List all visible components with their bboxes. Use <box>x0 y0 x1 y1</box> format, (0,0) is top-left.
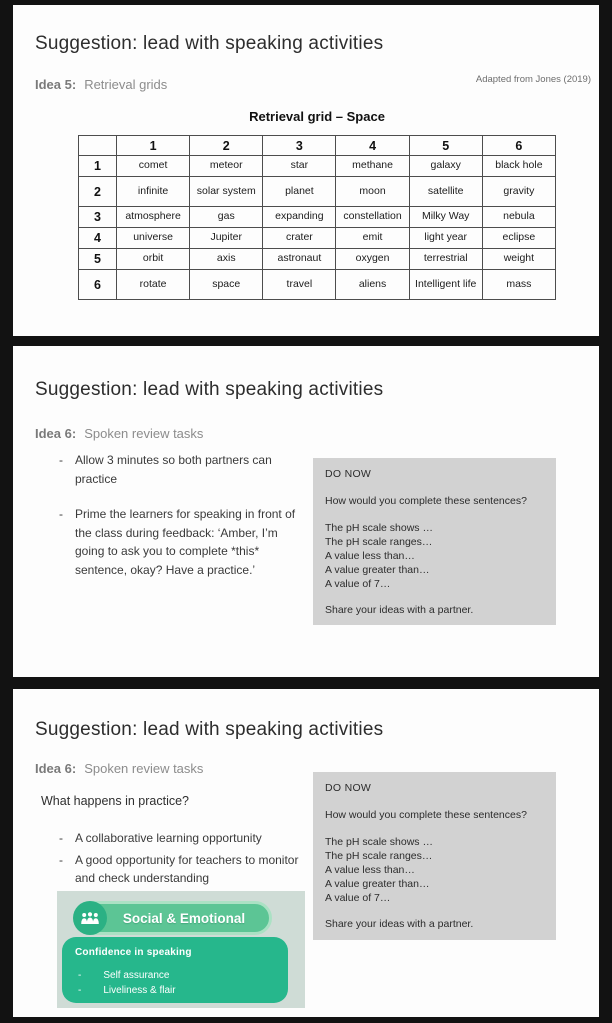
bullet-list <box>59 829 309 891</box>
table-row <box>79 270 556 300</box>
grid-cell: Milky Way <box>409 207 482 228</box>
grid-cell: black hole <box>482 156 555 177</box>
bullet-item <box>59 451 309 488</box>
grid-cell: galaxy <box>409 156 482 177</box>
skill-item <box>75 984 275 999</box>
grid-cell: astronaut <box>263 249 336 270</box>
table-title: Retrieval grid – Space <box>249 109 385 124</box>
col-header: 6 <box>482 136 555 156</box>
col-header: 1 <box>117 136 190 156</box>
grid-cell: gas <box>190 207 263 228</box>
slide-spoken-review-1 <box>13 346 599 677</box>
idea-text: Spoken review tasks <box>84 761 204 776</box>
grid-cell: nebula <box>482 207 555 228</box>
grid-cell: oxygen <box>336 249 409 270</box>
idea-text: Spoken review tasks <box>84 426 204 441</box>
people-group-icon <box>73 901 107 935</box>
grid-cell: eclipse <box>482 228 555 249</box>
grid-cell: light year <box>409 228 482 249</box>
skill-item <box>75 969 275 984</box>
grid-cell: axis <box>190 249 263 270</box>
do-now-footer: Share your ideas with a partner. <box>325 918 474 930</box>
sentence-stem: A value less than… <box>325 550 415 562</box>
grid-cell: rotate <box>117 270 190 300</box>
col-header: 4 <box>336 136 409 156</box>
confidence-box <box>62 937 288 1003</box>
idea-label: Idea 5: <box>35 77 77 92</box>
grid-cell: planet <box>263 177 336 207</box>
skill-text: - Self assurance <box>103 970 170 981</box>
do-now-box <box>313 458 556 625</box>
retrieval-grid-table <box>78 135 556 300</box>
slide-title: Suggestion: lead with speaking activities <box>35 379 384 400</box>
row-label: 1 <box>79 156 117 177</box>
slide-retrieval-grids <box>13 5 599 336</box>
bullet-text: - Prime the learners for speaking in front of the class during feedback: ‘Amber, I’m going to ask you to complete *this* sentence, okay? Have a practice.’ <box>75 507 296 577</box>
sentence-stem: A value greater than… <box>325 564 430 576</box>
table-row <box>79 156 556 177</box>
sentence-stem: A value of 7… <box>325 578 391 590</box>
grid-cell: satellite <box>409 177 482 207</box>
idea-label: Idea 6: <box>35 426 77 441</box>
do-now-heading: DO NOW <box>325 782 372 794</box>
col-header: 5 <box>409 136 482 156</box>
grid-cell: constellation <box>336 207 409 228</box>
table-row <box>79 249 556 270</box>
row-label: 4 <box>79 228 117 249</box>
row-label: 3 <box>79 207 117 228</box>
grid-cell: gravity <box>482 177 555 207</box>
grid-cell: orbit <box>117 249 190 270</box>
idea-row <box>35 426 203 441</box>
grid-cell: comet <box>117 156 190 177</box>
row-label: 6 <box>79 270 117 300</box>
bullet-list <box>59 451 309 597</box>
do-now-footer: Share your ideas with a partner. <box>325 604 474 616</box>
do-now-sentences <box>325 835 544 905</box>
badge-label: Social & Emotional <box>122 910 246 926</box>
grid-cell: methane <box>336 156 409 177</box>
idea-text: Retrieval grids <box>84 77 168 92</box>
do-now-sentences <box>325 521 544 591</box>
grid-cell: expanding <box>263 207 336 228</box>
bullet-item <box>59 851 309 887</box>
grid-cell: Jupiter <box>190 228 263 249</box>
bullet-item <box>59 505 309 579</box>
skill-text: - Liveliness & flair <box>103 984 176 996</box>
grid-cell: aliens <box>336 270 409 300</box>
confidence-box-items <box>75 969 275 998</box>
table-row <box>79 207 556 228</box>
col-header: 3 <box>263 136 336 156</box>
table-row <box>79 177 556 207</box>
do-now-question: How would you complete these sentences? <box>325 809 527 821</box>
social-emotional-badge <box>73 901 272 935</box>
grid-cell: emit <box>336 228 409 249</box>
grid-cell: universe <box>117 228 190 249</box>
grid-cell: infinite <box>117 177 190 207</box>
sentence-stem: A value less than… <box>325 864 415 876</box>
grid-cell: terrestrial <box>409 249 482 270</box>
idea-label: Idea 6: <box>35 761 77 776</box>
table-header-row <box>79 136 556 156</box>
grid-cell: meteor <box>190 156 263 177</box>
do-now-box <box>313 772 556 940</box>
slide-title: Suggestion: lead with speaking activities <box>35 719 384 740</box>
sentence-stem: The pH scale shows … <box>325 836 433 848</box>
grid-cell: star <box>263 156 336 177</box>
bullet-text: - A collaborative learning opportunity <box>75 831 262 845</box>
grid-cell: moon <box>336 177 409 207</box>
col-header: 2 <box>190 136 263 156</box>
grid-cell: atmosphere <box>117 207 190 228</box>
bullet-text: - Allow 3 minutes so both partners can practice <box>75 453 272 486</box>
row-label: 2 <box>79 177 117 207</box>
idea-row <box>35 761 203 776</box>
grid-cell: space <box>190 270 263 300</box>
grid-cell: mass <box>482 270 555 300</box>
slide-title: Suggestion: lead with speaking activities <box>35 33 384 54</box>
slide-spoken-review-2 <box>13 689 599 1017</box>
sentence-stem: The pH scale shows … <box>325 522 433 534</box>
practice-question: What happens in practice? <box>41 794 190 808</box>
do-now-heading: DO NOW <box>325 468 372 480</box>
sentence-stem: The pH scale ranges… <box>325 536 433 548</box>
sentence-stem: The pH scale ranges… <box>325 850 433 862</box>
attribution-text: Adapted from Jones (2019) <box>475 74 591 85</box>
idea-row <box>35 77 167 92</box>
sentence-stem: A value greater than… <box>325 878 430 890</box>
confidence-box-title: Confidence in speaking <box>75 947 192 958</box>
do-now-question: How would you complete these sentences? <box>325 495 527 507</box>
grid-cell: crater <box>263 228 336 249</box>
grid-cell: Intelligent life <box>409 270 482 300</box>
grid-cell: travel <box>263 270 336 300</box>
sentence-stem: A value of 7… <box>325 892 391 904</box>
table-row <box>79 228 556 249</box>
bullet-item <box>59 829 309 847</box>
row-label: 5 <box>79 249 117 270</box>
grid-cell: weight <box>482 249 555 270</box>
bullet-text: - A good opportunity for teachers to monitor and check understanding <box>75 853 299 885</box>
grid-cell: solar system <box>190 177 263 207</box>
corner-cell <box>79 136 117 156</box>
